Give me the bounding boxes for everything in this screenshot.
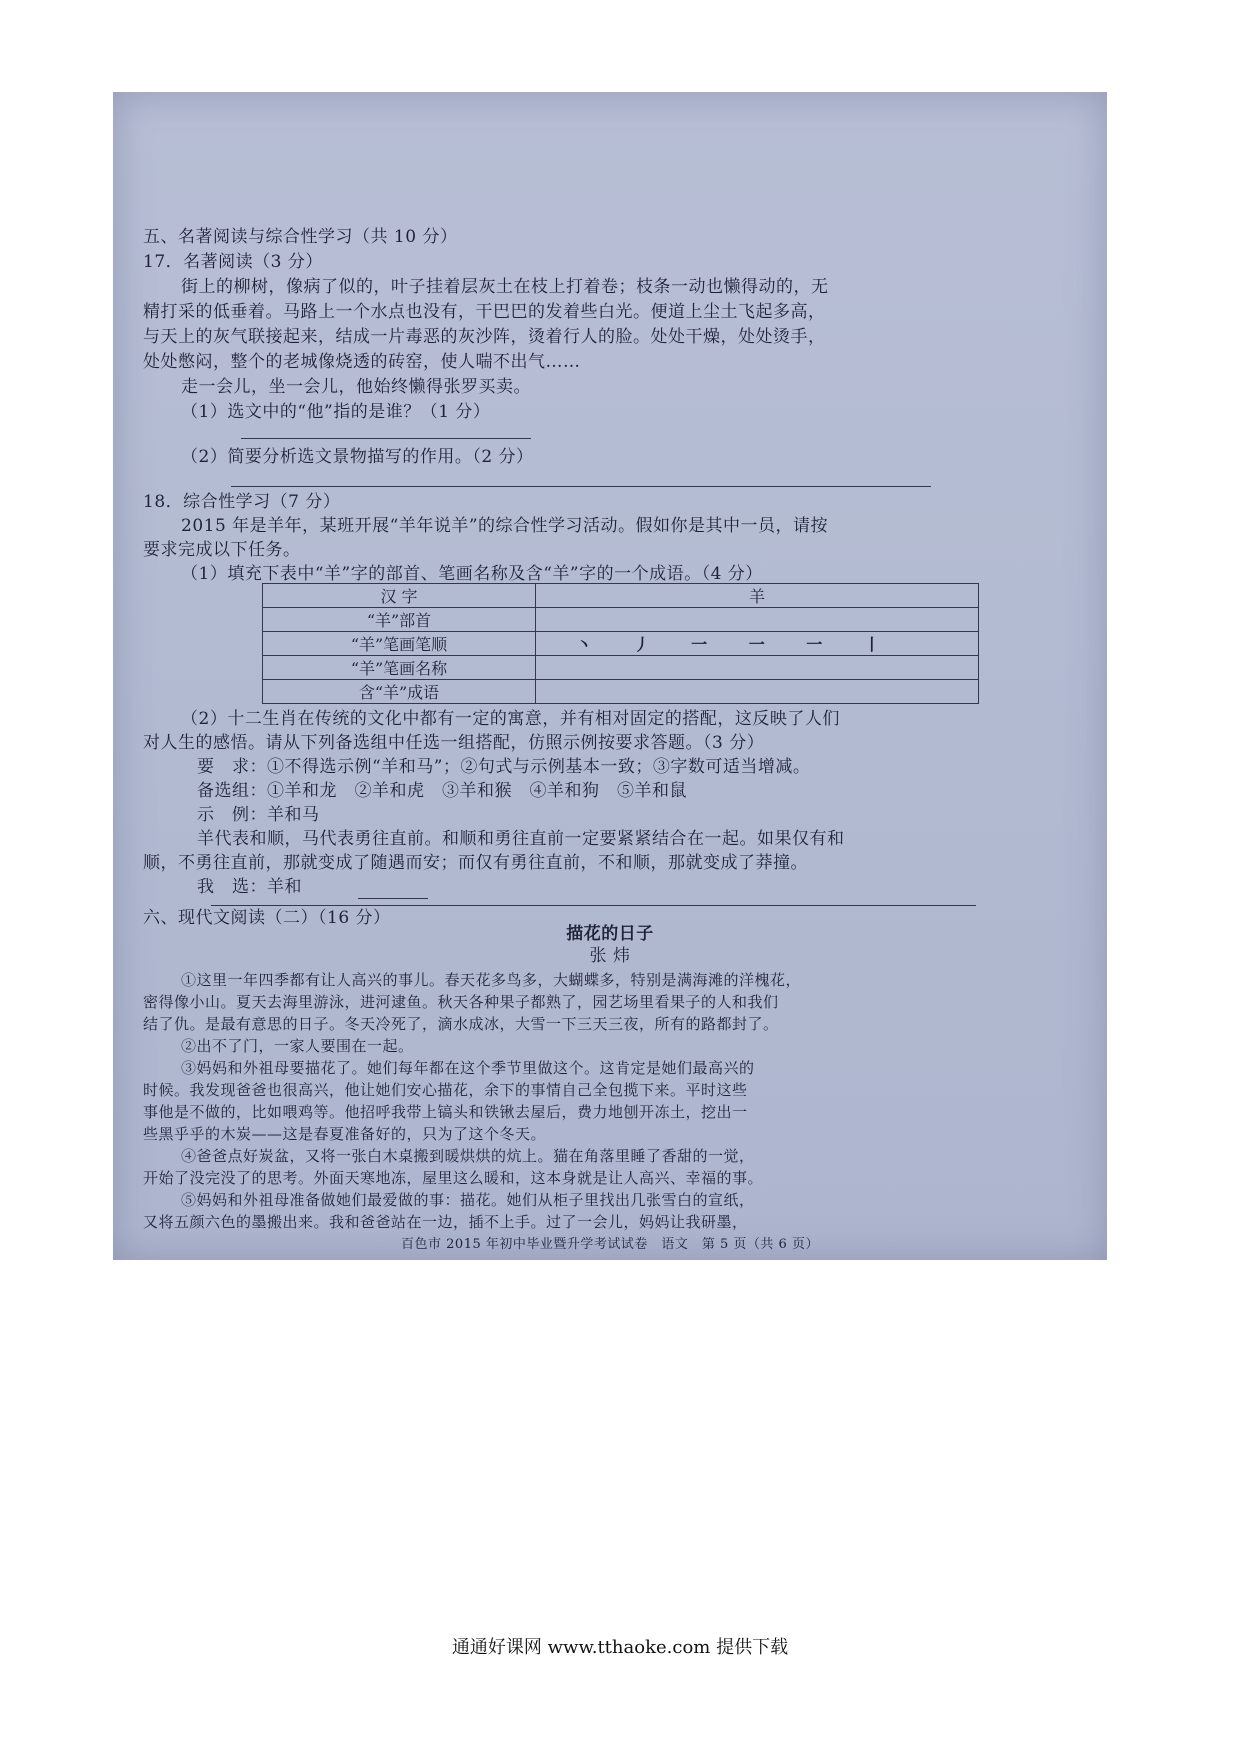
q17-passage-line: 街上的柳树，像病了似的，叶子挂着层灰土在枝上打着卷；枝条一动也懒得动的，无 [181,277,829,297]
answer-blank-short[interactable] [358,898,428,899]
scanned-exam-page [113,92,1107,1260]
q18-example-label: 示 例：羊和马 [197,805,320,825]
article-paragraph-line: ④爸爸点好炭盆，又将一张白木桌搬到暖烘烘的炕上。猫在角落里睡了香甜的一觉， [181,1147,755,1165]
q17-passage-line: 与天上的灰气联接起来，结成一片毒恶的灰沙阵，烫着行人的脸。处处干燥，处处烫手， [143,327,826,347]
article-paragraph-line: 结了仇。是最有意思的日子。冬天冷死了，滴水成冰，大雪一下三天三夜，所有的路都封了。 [143,1015,779,1033]
answer-cell[interactable] [536,656,979,680]
exam-page-footer: 百色市 2015 年初中毕业暨升学考试试卷 语文 第 5 页（共 6 页） [401,1237,819,1252]
article-paragraph-line: 些黑乎乎的木炭——这是春夏准备好的，只为了这个冬天。 [143,1125,547,1143]
q17-sub1: （1）选文中的“他”指的是谁？（1 分） [181,402,491,422]
article-paragraph-line: 开始了没完没了的思考。外面天寒地冻，屋里这么暖和，这本身就是让人高兴、幸福的事。 [143,1169,764,1187]
yang-character-table [262,583,979,704]
section6-heading: 六、现代文阅读（二）（16 分） [143,908,391,928]
row-label: “羊”笔画名称 [263,656,536,680]
answer-cell[interactable] [536,608,979,632]
q18-intro-line: 要求完成以下任务。 [143,540,301,560]
q18-my-choice: 我 选：羊和 [197,877,302,897]
row-label: 含“羊”成语 [263,680,536,704]
q18-sub1: （1）填充下表中“羊”字的部首、笔画名称及含“羊”字的一个成语。（4 分） [181,564,763,584]
article-paragraph-line: ⑤妈妈和外祖母准备做她们最爱做的事：描花。她们从柜子里找出几张雪白的宣纸， [181,1191,755,1209]
section5-heading: 五、名著阅读与综合性学习（共 10 分） [143,227,458,247]
article-paragraph-line: ③妈妈和外祖母要描花了。她们每年都在这个季节里做这个。这肯定是她们最高兴的 [181,1059,755,1077]
q18-options: 备选组：①羊和龙 ②羊和虎 ③羊和猴 ④羊和狗 ⑤羊和鼠 [197,781,687,801]
download-watermark: 通通好课网 www.tthaoke.com 提供下载 [451,1637,789,1658]
q17-sub2: （2）简要分析选文景物描写的作用。（2 分） [181,447,534,467]
table-row [263,680,979,704]
article-title: 描花的日子 [566,924,654,944]
q17-passage-line: 处处憋闷，整个的老城像烧透的砖窑，使人喘不出气…… [143,352,581,372]
table-header-cell: 汉 字 [263,584,536,608]
table-row [263,632,979,656]
q18-intro-line: 2015 年是羊年，某班开展“羊年说羊”的综合性学习活动。假如你是其中一员，请按 [181,516,829,536]
table-header-cell: 羊 [536,584,979,608]
q18-title: 18．综合性学习（7 分） [143,492,341,512]
table-row [263,608,979,632]
q18-sub2-line: （2）十二生肖在传统的文化中都有一定的寓意，并有相对固定的搭配，这反映了人们 [181,709,840,729]
article-author: 张 炜 [589,946,631,966]
q18-example-line: 羊代表和顺，马代表勇往直前。和顺和勇往直前一定要紧紧结合在一起。如果仅有和 [197,829,845,849]
answer-blank-line [211,905,976,906]
answer-blank-line [231,486,931,487]
article-paragraph-line: 事他是不做的，比如喂鸡等。他招呼我带上镐头和铁锹去屋后，费力地刨开冻土，挖出一 [143,1103,748,1121]
q17-passage-line: 精打采的低垂着。马路上一个水点也没有，干巴巴的发着些白光。便道上尘土飞起多高， [143,302,826,322]
article-paragraph-line: 密得像小山。夏天去海里游泳，进河逮鱼。秋天各种果子都熟了，园艺场里看果子的人和我们 [143,993,779,1011]
article-paragraph-line: 又将五颜六色的墨搬出来。我和爸爸站在一边，插不上手。过了一会儿，妈妈让我研墨， [143,1213,748,1231]
stroke-order-cell: 丶 丿 一 一 一 丨 [536,632,979,656]
table-header-row [263,584,979,608]
q17-passage-line: 走一会儿，坐一会儿，他始终懒得张罗买卖。 [181,377,531,397]
row-label: “羊”部首 [263,608,536,632]
answer-cell[interactable] [536,680,979,704]
article-paragraph-line: ①这里一年四季都有让人高兴的事儿。春天花多鸟多，大蝴蝶多，特别是满海滩的洋槐花， [181,971,802,989]
q18-sub2-line: 对人生的感悟。请从下列备选组中任选一组搭配，仿照示例按要求答题。（3 分） [143,733,765,753]
answer-blank-line [241,438,531,439]
article-paragraph-line: ②出不了门，一家人要围在一起。 [181,1037,414,1055]
q18-example-line: 顺，不勇往直前，那就变成了随遇而安；而仅有勇往直前，不和顺，那就变成了莽撞。 [143,853,808,873]
q17-title: 17．名著阅读（3 分） [143,252,323,272]
table-row [263,656,979,680]
row-label: “羊”笔画笔顺 [263,632,536,656]
article-paragraph-line: 时候。我发现爸爸也很高兴，他让她们安心描花，余下的事情自己全包揽下来。平时这些 [143,1081,748,1099]
q18-requirement: 要 求：①不得选示例“羊和马”；②句式与示例基本一致；③字数可适当增减。 [197,757,811,777]
